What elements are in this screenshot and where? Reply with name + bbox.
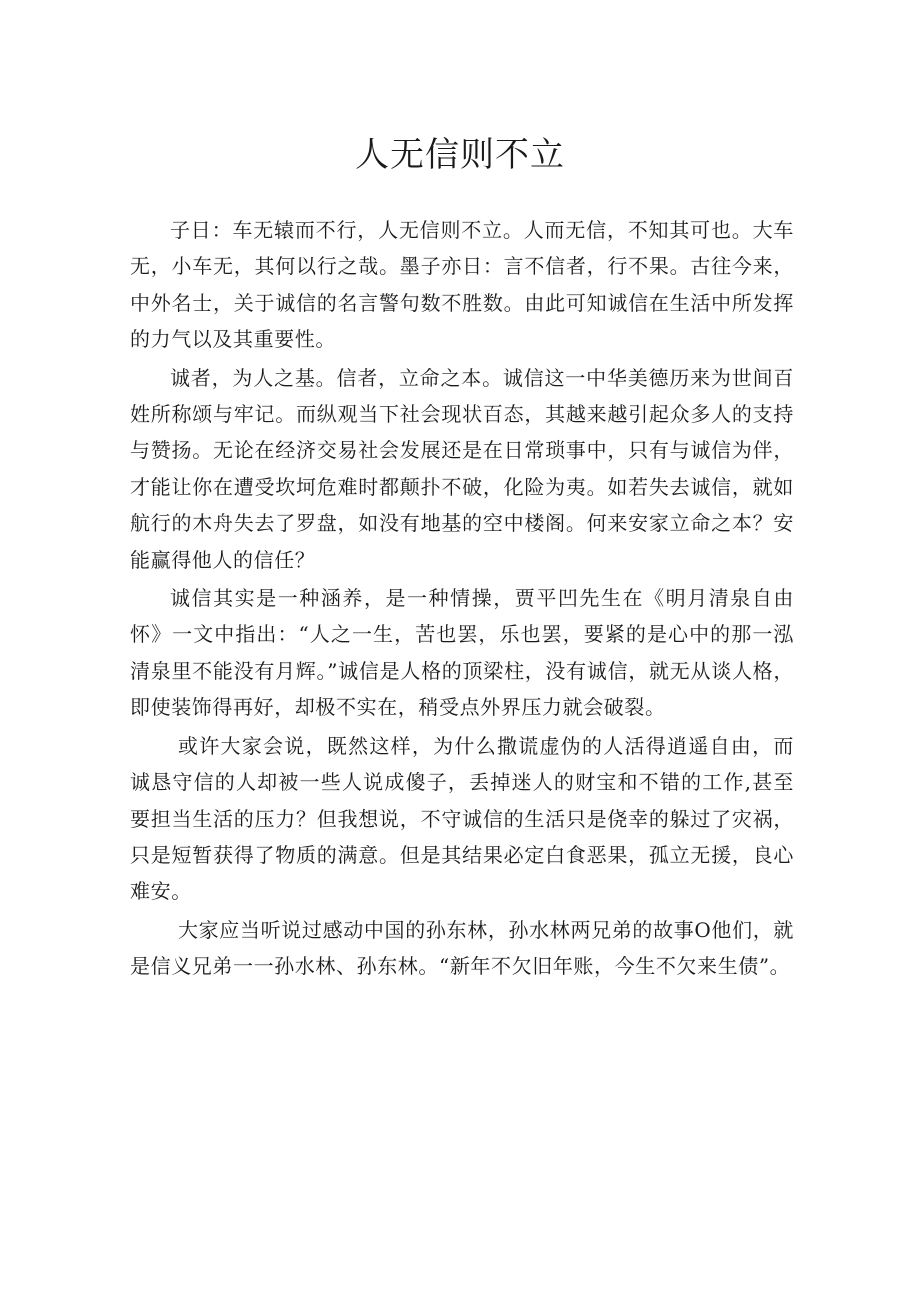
document-title: 人无信则不立: [355, 135, 565, 175]
paragraph-2: 诚者，为人之基。信者，立命之本。诚信这一中华美德历来为世间百姓所称颂与牢记。而纵观当下社会现状百态，其越来越引起众多人的支持与赞扬。无论在经济交易社会发展还是在日常琐事中，只有与诚信为伴，才能让你在遭受坎坷危难时都颠扑不破，化险为夷。如若失去诚信，就如航行的木舟失去了罗盘，如没有地基的空中楼阁。何来安家立命之本？安能赢得他人的信任？: [130, 365, 794, 572]
document-body: [130, 212, 794, 987]
paragraph-4: 或许大家会说，既然这样，为什么撒谎虚伪的人活得逍遥自由，而诚恳守信的人却被一些人说成傻子，丢掉迷人的财宝和不错的工作,甚至要担当生活的压力？但我想说，不守诚信的生活只是侥幸的躲过了灾祸，只是短暂获得了物质的满意。但是其结果必定白食恶果，孤立无援，良心难安。: [130, 733, 794, 904]
paragraph-1: 子日：车无辕而不行，人无信则不立。人而无信，不知其可也。大车无，小车无，其何以行之哉。墨子亦日：言不信者，行不果。古往今来，中外名士，关于诚信的名言警句数不胜数。由此可知诚信在生活中所发挥的力气以及其重要性。: [130, 218, 794, 352]
paragraph-5: 大家应当听说过感动中国的孙东林，孙水林两兄弟的故事O他们，就是信义兄弟一一孙水林、孙东林。“新年不欠旧年账，今生不欠来生债”。: [130, 917, 794, 979]
paragraph-3: 诚信其实是一种涵养，是一种情操，贾平凹先生在《明月清泉自由怀》一文中指出：“人之一生，苦也罢，乐也罢，要紧的是心中的那一泓清泉里不能没有月辉。”诚信是人格的顶梁柱，没有诚信，就无从谈人格，即使装饰得再好，却极不实在，稍受点外界压力就会破裂。: [130, 586, 794, 720]
